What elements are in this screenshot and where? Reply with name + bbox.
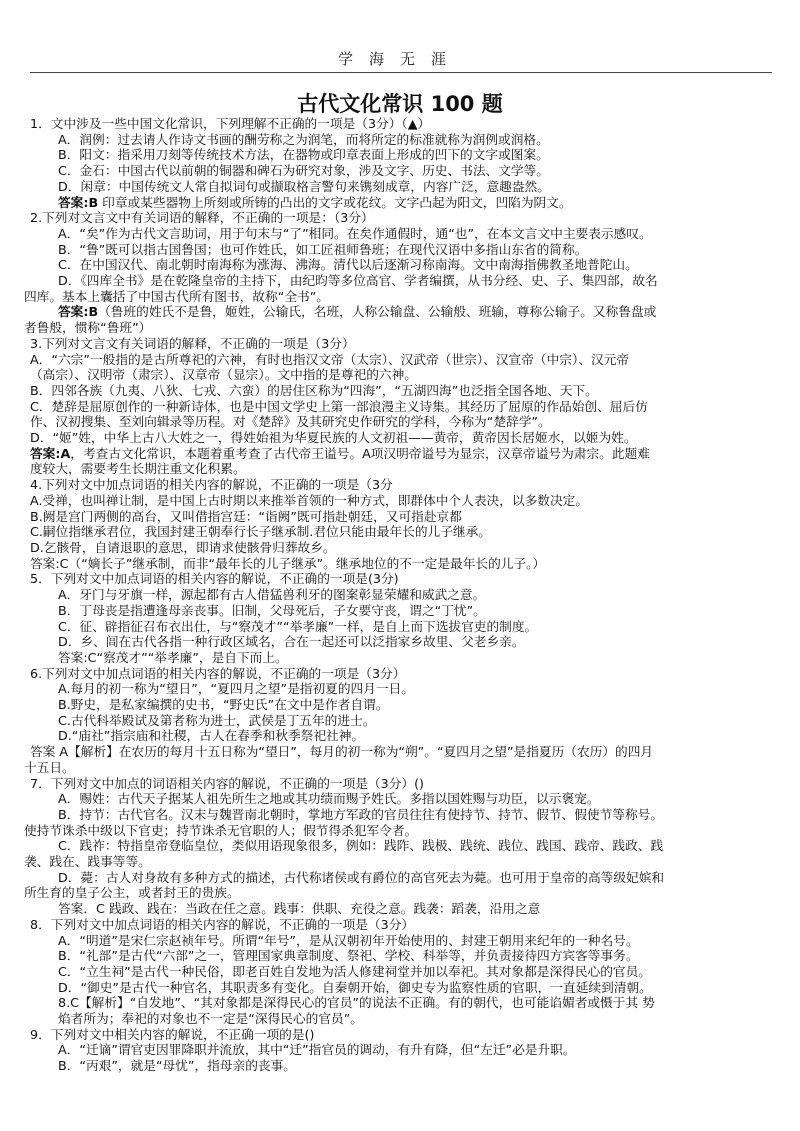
text-line — [24, 980, 776, 996]
line-text: 7．下列对文中加点的词语相关内容的解说，不正确的一项是（3分）() — [30, 775, 424, 791]
line-text: C.古代科举殿试及第者称为进士，武侯是丁五年的进士。 — [58, 712, 376, 728]
text-line — [24, 776, 776, 792]
line-text: 所生育的皇子公主，或者封王的贵族。 — [24, 885, 240, 901]
text-line — [24, 964, 776, 980]
line-text: 十五日。 — [24, 759, 75, 775]
text-line — [24, 352, 776, 368]
line-text: 使持节诛杀中级以下官吏；持节诛杀无官职的人；假节得杀犯军令者。 — [24, 822, 418, 838]
text-line — [24, 995, 776, 1011]
line-text: A.每月的初一称为“望日”，“夏四月之望”是指初夏的四月一日。 — [58, 681, 414, 697]
line-text: B.阙是宫门两侧的高台，又叫借指宫廷：“诣阙”既可指赴朝廷，又可指赴京都 — [30, 508, 462, 524]
text-line — [24, 681, 776, 697]
line-text: D．“御史”是古代一种官名，其职责多有变化。自秦朝开始，御史专为监察性质的官职，一直延续到清朝。 — [58, 979, 652, 995]
line-text: A．“迁谪”谓官吏因罪降职并流放，其中“迁”指官员的调动，有升有降，但“左迁”必是升职。 — [58, 1042, 576, 1058]
text-line — [24, 838, 776, 854]
line-text: B．“丙艰”，就是“母忧”，指母亲的丧事。 — [58, 1058, 296, 1074]
text-line — [24, 257, 776, 273]
text-line — [24, 367, 776, 383]
line-text: C．在中国汉代、南北朝时南海称为涨海、沸海。清代以后逐渐习称南海。文中南海指佛教圣地普陀山。 — [58, 257, 638, 273]
text-line — [24, 1058, 776, 1074]
line-text: A．牙门与牙旗一样，源起都有古人借猛兽利牙的图案彰显荣耀和威武之意。 — [58, 587, 486, 603]
text-line — [24, 948, 776, 964]
text-line — [24, 917, 776, 933]
line-text: 8．下列对文中加点词语的相关内容的解说，不正确的一项是（3分） — [30, 916, 415, 932]
text-line — [24, 461, 776, 477]
text-line — [24, 163, 776, 179]
text-line — [24, 603, 776, 619]
line-text: 答案．C 践政、践在：当政在任之意。践事：供职、充役之意。践袭：蹈袭，沿用之意 — [58, 901, 541, 917]
line-text: C．金石：中国古代以前朝的铜器和碑石为研究对象，涉及文字、历史、书法、文学等。 — [58, 163, 549, 179]
line-text: A.受禅，也叫禅让制，是中国上古时期以来推举首领的一种方式，即群体中个人表决，以多数决定。 — [30, 492, 589, 508]
text-line — [24, 414, 776, 430]
text-line — [24, 273, 776, 289]
header-divider — [30, 72, 772, 73]
text-line — [24, 383, 776, 399]
line-text: B．阳文：指采用刀刻等传统技术方法，在器物或印章表面上形成的凹下的文字或图案。 — [58, 147, 549, 163]
line-text: 袭、践在、践事等等。 — [24, 854, 151, 870]
line-text: A．“六宗”一般指的是古所尊祀的六神，有时也指汉文帝（太宗）、汉武帝（世宗）、汉宣帝（中宗）、汉元帝 — [30, 351, 630, 367]
answer-label: 答案:B — [58, 194, 99, 210]
text-line — [24, 320, 776, 336]
text-line — [24, 587, 776, 603]
text-line — [24, 477, 776, 493]
line-text: 3.下列对文言文有关词语的解释，不正确的一项是（3分） — [30, 335, 355, 351]
line-text: 1．文中涉及一些中国文化常识，下列理解不正确的一项是（3分）（▲） — [30, 116, 431, 131]
text-line — [24, 336, 776, 352]
line-text: （高宗）、汉明帝（肃宗）、汉章帝（显宗）。文中指的是尊祀的六神。 — [30, 367, 417, 383]
page-header: 学海无涯 — [337, 50, 462, 68]
text-line — [24, 289, 776, 305]
line-text: C．征、辟指征召布衣出仕，与“察茂才”“举孝廉”一样，是自上而下选拔官吏的制度。 — [58, 618, 538, 634]
text-line — [24, 807, 776, 823]
line-text: B.野史，是私家编撰的史书，“野史氏”在文中是作者自谓。 — [58, 697, 389, 713]
answer-label: 答案:B — [58, 304, 99, 320]
line-text: D．薨：古人对身故有多种方式的描述，古代称诸侯或有爵位的高官死去为薨。也可用于皇帝的高等级妃嫔和 — [58, 869, 665, 885]
line-text: 答案:C（“嫡长子”继承制，而非“最年长的儿子继承”。继承地位的不一定是最年长的儿子。） — [30, 555, 546, 571]
text-line — [24, 509, 776, 525]
text-line — [24, 540, 776, 556]
text-line — [24, 1027, 776, 1043]
line-text: B．四邻各族（九夷、八狄、七戎、六蛮）的居住区称为“四海”，“五湖四海”也泛指全国各地、天下。 — [30, 382, 598, 398]
line-text: ，考查古文化常识，本题着重考查了古代帝王谥号。A项汉明帝谥号为显宗，汉章帝谥号为肃宗。此题难 — [70, 445, 650, 461]
text-line — [24, 650, 776, 666]
text-line — [24, 823, 776, 839]
line-text: 答案:C“察茂才”“举孝廉”，是自下而上。 — [58, 649, 288, 665]
text-line — [24, 132, 776, 148]
text-line — [24, 524, 776, 540]
line-text: D.“庙社”指宗庙和社稷，古人在春季和秋季祭祀社神。 — [58, 728, 365, 744]
line-text: D．“姬”姓，中华上古八大姓之一，得姓始祖为华夏民族的人文初祖——黄帝，黄帝因长居姬水，以姬为姓。 — [30, 430, 637, 446]
text-line — [24, 556, 776, 572]
line-text: B．“鲁”既可以指古国鲁国；也可作姓氏，如工匠祖师鲁班；在现代汉语中多指山东省的简称。 — [58, 241, 588, 257]
text-line — [24, 634, 776, 650]
text-line — [24, 697, 776, 713]
text-line — [24, 399, 776, 415]
line-text: C．楚辞是屈原创作的一种新诗体，也是中国文学史上第一部浪漫主义诗集。其经历了屈原的作品始创、屈后仿 — [30, 398, 648, 414]
line-text: 9．下列对文中相关内容的解说，不正确一项的是() — [30, 1026, 315, 1042]
text-line — [24, 179, 776, 195]
line-text: 焰者所为；奉祀的对象也不一定是“深得民心的官员”。 — [58, 1011, 363, 1027]
line-text: 6.下列对文中加点词语的相关内容的解说，不正确的一项是（3分） — [30, 665, 406, 681]
line-text: C.嗣位指继承君位，我国封建王朝奉行长子继承制.君位只能由最年长的儿子继承。 — [30, 524, 491, 540]
line-text: C．践祚：特指皇帝登临皇位，类似用语现象很多，例如：践阼、践极、践统、践位、践国、践帝、践政、践 — [58, 838, 664, 854]
line-text: B．“礼部”是古代“六部”之一，管理国家典章制度、祭祀、学校、科举等，并负责接待四方宾客等事务。 — [58, 948, 639, 964]
line-text: 5．下列对文中加点词语的相关内容的解说，不正确的一项是(3分) — [30, 571, 399, 587]
text-line — [24, 744, 776, 760]
text-line — [24, 728, 776, 744]
text-line — [24, 446, 776, 462]
line-text: B．持节：古代官名。汉末与魏晋南北朝时，掌地方军政的官员往往有使持节、持节、假节、假使节等称号。 — [58, 806, 664, 822]
line-text: 2.下列对文言文中有关词语的解释，不正确的一项是：（3分） — [30, 210, 374, 226]
line-text: A．润例：过去请人作诗文书画的酬劳称之为润笔，而将所定的标准就称为润例或润格。 — [58, 131, 549, 147]
text-line — [24, 242, 776, 258]
text-line — [24, 791, 776, 807]
text-line — [24, 760, 776, 776]
page-title: 古代文化常识 100 题 — [297, 92, 503, 116]
line-text: 答案 A【解析】在农历的每月十五日称为“望日”，每月的初一称为“朔”。“夏四月之望”是指夏历（农历）的四月 — [30, 744, 654, 760]
line-text: D．闲章：中国传统文人常自拟词句或撷取格言警句来镌刻成章，内容广泛，意趣盎然。 — [58, 178, 550, 194]
text-line — [24, 666, 776, 682]
text-line — [24, 1011, 776, 1027]
text-line — [24, 147, 776, 163]
line-text: A．赐姓：古代天子据某人祖先所生之地或其功绩而赐予姓氏。多指以国姓赐与功臣，以示褒宠。 — [58, 791, 600, 807]
line-text: 4.下列对文中加点词语的相关内容的解说，不正确的一项是（3分 — [30, 477, 393, 493]
text-line — [24, 713, 776, 729]
line-text: 者鲁般，惯称“鲁班”） — [24, 320, 152, 336]
line-text: 印章或某些器物上所刻或所铸的凸出的文字或花纹。文字凸起为阳文，凹陷为阴文。 — [98, 194, 572, 210]
text-line — [24, 854, 776, 870]
text-line — [24, 870, 776, 886]
text-line — [24, 493, 776, 509]
text-line — [24, 304, 776, 320]
line-text: A．“矣”作为古代文言助词，用于句末与“了”相同。在矣作通假时，通“也”，在本文言文中主要表示感叹。 — [58, 225, 652, 241]
line-text: 8.C【解析】“自发地”、“其对象都是深得民心的官员”的说法不正确。有的朝代，也可能谄媚者或慑于其 势 — [58, 995, 655, 1011]
line-text: C．“立生祠”是古代一种民俗，即老百姓自发地为活人修建祠堂并加以奉祀。其对象都是深得民心的官员。 — [58, 963, 651, 979]
line-text: 度较大，需要考生长期注重文化积累。 — [30, 461, 246, 477]
line-text: B．丁母丧是指遭逢母亲丧事。旧制，父母死后，子女要守丧，谓之“丁忧”。 — [58, 602, 486, 618]
text-line — [24, 1042, 776, 1058]
text-line — [24, 885, 776, 901]
text-line — [24, 210, 776, 226]
text-line — [24, 195, 776, 211]
text-line — [24, 901, 776, 917]
line-text: D．乡、闾在古代各指一种行政区域名，合在一起还可以泛指家乡故里、父老乡亲。 — [58, 634, 525, 650]
document-body — [24, 116, 776, 1074]
text-line — [24, 430, 776, 446]
text-line — [24, 116, 776, 132]
answer-label: 答案:A — [30, 445, 71, 461]
line-text: D.乞骸骨，自请退职的意思，即请求使骸骨归葬故乡。 — [30, 539, 336, 555]
line-text: 作、汉初搜集、至刘向辑录等历程。对《楚辞》及其研究史作研究的学科，今称为“楚辞学”。 — [30, 414, 551, 430]
line-text: A．“明道”是宋仁宗赵祯年号。所谓“年号”，是从汉朝初年开始使用的、封建王朝用来纪年的一种名号。 — [58, 932, 639, 948]
text-line — [24, 571, 776, 587]
text-line — [24, 619, 776, 635]
line-text: 四库。基本上囊括了中国古代所有图书，故称“全书”。 — [24, 288, 329, 304]
line-text: （鲁班的姓氏不是鲁，姬姓，公输氏，名班，人称公输盘、公输般、班输，尊称公输子。又称鲁盘或 — [98, 304, 657, 320]
text-line — [24, 933, 776, 949]
text-line — [24, 226, 776, 242]
line-text: D．《四库全书》是在乾隆皇帝的主持下，由纪昀等多位高官、学者编撰，从书分经、史、子、集四部，故名 — [58, 273, 658, 289]
